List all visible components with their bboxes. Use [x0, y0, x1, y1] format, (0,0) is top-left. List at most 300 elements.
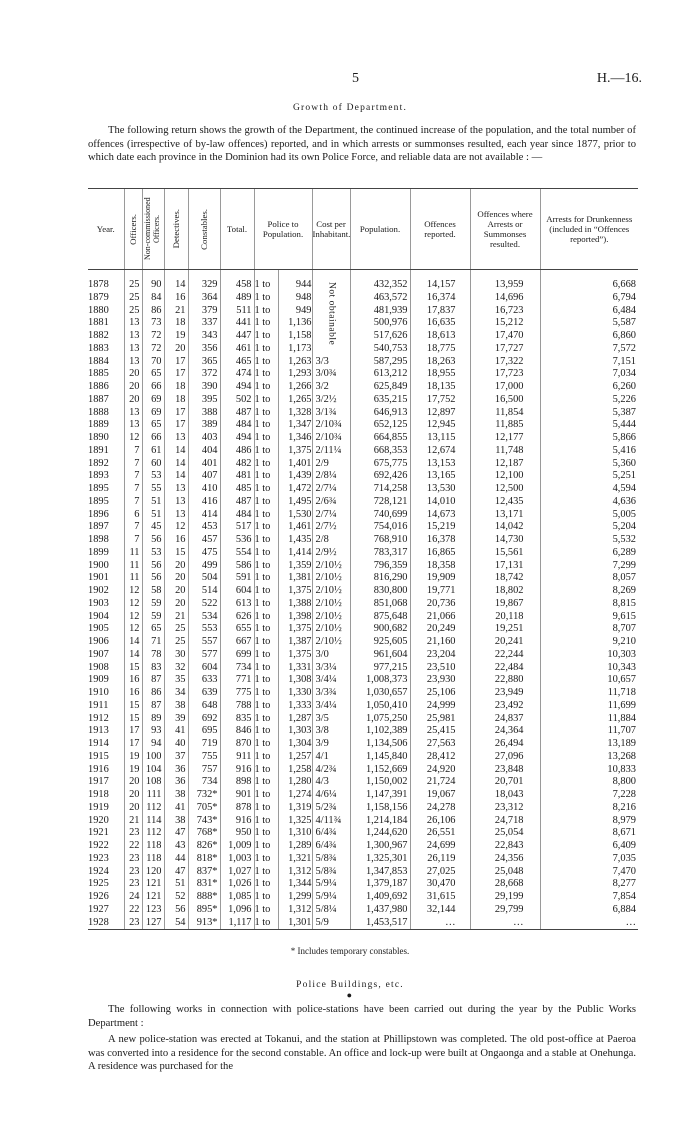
- table-cell: 1 to: [254, 483, 278, 496]
- table-cell: 1,050,410: [350, 700, 410, 713]
- table-cell: 38: [164, 815, 188, 828]
- table-cell: 486: [220, 445, 254, 458]
- table-cell: 6/4¾: [312, 840, 350, 853]
- table-cell: 20: [124, 381, 142, 394]
- table-cell: 465: [220, 356, 254, 369]
- table-cell: 1,312: [278, 904, 312, 917]
- table-cell: 26,106: [410, 815, 470, 828]
- table-cell: 3/2: [312, 381, 350, 394]
- table-cell: 1 to: [254, 521, 278, 534]
- table-cell: 23,312: [470, 802, 540, 815]
- table-cell: 1 to: [254, 534, 278, 547]
- table-cell: 12,500: [470, 483, 540, 496]
- table-cell: 484: [220, 419, 254, 432]
- table-cell: 1 to: [254, 509, 278, 522]
- table-cell: 27,025: [410, 866, 470, 879]
- table-cell: 851,068: [350, 598, 410, 611]
- table-cell: 19,251: [470, 623, 540, 636]
- table-cell: 11,885: [470, 419, 540, 432]
- table-cell: 2/10½: [312, 623, 350, 636]
- table-cell: 6,884: [540, 904, 638, 917]
- table-cell: 13: [124, 419, 142, 432]
- table-cell: 112: [142, 802, 164, 815]
- table-cell: 44: [164, 853, 188, 866]
- table-cell: 4/11¾: [312, 815, 350, 828]
- table-cell: 831*: [188, 878, 220, 891]
- table-cell: 1,435: [278, 534, 312, 547]
- table-cell: 25,106: [410, 687, 470, 700]
- table-cell: 1880: [88, 304, 109, 316]
- table-cell: 388: [188, 407, 220, 420]
- table-cell: 14,730: [470, 534, 540, 547]
- table-cell: 728,121: [350, 496, 410, 509]
- table-cell: 20: [124, 776, 142, 789]
- table-cell: 692,426: [350, 470, 410, 483]
- table-cell: 27,096: [470, 751, 540, 764]
- table-cell: 668,353: [350, 445, 410, 458]
- table-cell: 24,699: [410, 840, 470, 853]
- table-cell: 1,321: [278, 853, 312, 866]
- table-cell: 22,843: [470, 840, 540, 853]
- table-cell: 414: [188, 509, 220, 522]
- table-cell: 5,416: [540, 445, 638, 458]
- table-cell: 950: [220, 827, 254, 840]
- table-cell: 15,219: [410, 521, 470, 534]
- table-row: [88, 878, 638, 891]
- table-cell: 54: [164, 917, 188, 930]
- table-cell: 24,837: [470, 713, 540, 726]
- table-cell: 557: [188, 636, 220, 649]
- table-cell: 24,356: [470, 853, 540, 866]
- table-row: [88, 776, 638, 789]
- table-cell: 7,854: [540, 891, 638, 904]
- table-cell: 35: [164, 674, 188, 687]
- table-cell: 484: [220, 509, 254, 522]
- table-cell: 1 to: [254, 917, 278, 930]
- table-cell: 577: [188, 649, 220, 662]
- table-cell: 25: [164, 636, 188, 649]
- table-cell: 19,771: [410, 585, 470, 598]
- table-cell: 1 to: [254, 764, 278, 777]
- table-cell: 37: [164, 751, 188, 764]
- table-row: [88, 649, 638, 662]
- table-row: [88, 470, 638, 483]
- table-cell: 1 to: [254, 458, 278, 471]
- table-cell: 504: [188, 572, 220, 585]
- table-cell: 14: [164, 445, 188, 458]
- table-cell: 1 to: [254, 419, 278, 432]
- table-cell: 24,718: [470, 815, 540, 828]
- table-cell: 25,981: [410, 713, 470, 726]
- table-cell: 17: [164, 419, 188, 432]
- table-cell: 13: [124, 407, 142, 420]
- table-row: [88, 700, 638, 713]
- table-cell: 45: [142, 521, 164, 534]
- table-cell: 1914: [88, 738, 109, 749]
- table-cell: 19,909: [410, 572, 470, 585]
- table-cell: 1884: [88, 355, 109, 367]
- table-cell: 7,034: [540, 368, 638, 381]
- table-cell: 633: [188, 674, 220, 687]
- table-cell: 22,244: [470, 649, 540, 662]
- table-cell: 1 to: [254, 623, 278, 636]
- table-cell: 898: [220, 776, 254, 789]
- table-row: [88, 343, 638, 356]
- table-footnote: * Includes temporary constables.: [290, 946, 410, 956]
- table-cell: 2/10½: [312, 585, 350, 598]
- table-cell: 11: [124, 560, 142, 573]
- table-cell: 12,674: [410, 445, 470, 458]
- table-cell: 591: [220, 572, 254, 585]
- table-cell: 1890: [88, 432, 109, 443]
- table-cell: 12: [124, 585, 142, 598]
- table-cell: 895*: [188, 904, 220, 917]
- table-cell: 2/10½: [312, 636, 350, 649]
- page-number: 5: [352, 71, 359, 86]
- table-cell: 500,976: [350, 317, 410, 330]
- table-cell: 28,668: [470, 878, 540, 891]
- table-cell: 4/3: [312, 776, 350, 789]
- table-cell: 2/10½: [312, 598, 350, 611]
- table-cell: 6,289: [540, 547, 638, 560]
- table-cell: 83: [142, 662, 164, 675]
- table-cell: 1,026: [220, 878, 254, 891]
- table-row: [88, 547, 638, 560]
- table-cell: 1907: [88, 648, 109, 660]
- table-cell: 15: [124, 700, 142, 713]
- table-cell: 1,287: [278, 713, 312, 726]
- table-cell: 32,144: [410, 904, 470, 917]
- table-cell: 948: [278, 292, 312, 305]
- table-cell: 1,293: [278, 368, 312, 381]
- table-cell: 3/1¾: [312, 407, 350, 420]
- table-cell: 1,214,184: [350, 815, 410, 828]
- table-cell: 20: [124, 789, 142, 802]
- table-cell: 5/9¼: [312, 878, 350, 891]
- table-cell: 5,360: [540, 458, 638, 471]
- table-cell: 1 to: [254, 713, 278, 726]
- table-cell: 534: [188, 611, 220, 624]
- table-cell: 1,347: [278, 419, 312, 432]
- table-cell: 389: [188, 419, 220, 432]
- table-cell: 18,043: [470, 789, 540, 802]
- table-cell: 482: [220, 458, 254, 471]
- table-cell: 1 to: [254, 725, 278, 738]
- table-cell: 1928: [88, 917, 124, 930]
- table-cell: 25: [124, 292, 142, 305]
- table-cell: 1 to: [254, 827, 278, 840]
- table-cell: 1 to: [254, 904, 278, 917]
- table-row: [88, 917, 638, 930]
- table-cell: 7,035: [540, 853, 638, 866]
- table-cell: 25,048: [470, 866, 540, 879]
- table-cell: 1,381: [278, 572, 312, 585]
- table-row: [88, 738, 638, 751]
- table-row: [88, 674, 638, 687]
- table-cell: 13,189: [540, 738, 638, 751]
- table-cell: 78: [142, 649, 164, 662]
- table-cell: 100: [142, 751, 164, 764]
- table-cell: 553: [188, 623, 220, 636]
- table-row: [88, 419, 638, 432]
- table-cell: 65: [142, 419, 164, 432]
- table-cell: 28,412: [410, 751, 470, 764]
- table-row: [88, 496, 638, 509]
- table-cell: 587,295: [350, 356, 410, 369]
- table-cell: 29,199: [470, 891, 540, 904]
- table-cell: 7: [124, 458, 142, 471]
- table-cell: 961,604: [350, 649, 410, 662]
- table-cell: 1,312: [278, 866, 312, 879]
- table-cell: 1,280: [278, 776, 312, 789]
- table-cell: 72: [142, 343, 164, 356]
- table-cell: 16: [124, 687, 142, 700]
- table-cell: 1 to: [254, 751, 278, 764]
- table-cell: 1891: [88, 444, 109, 456]
- table-cell: 8,057: [540, 572, 638, 585]
- table-cell: 17: [124, 738, 142, 751]
- table-cell: 13,959: [470, 270, 540, 292]
- table-row: [88, 270, 638, 292]
- table-cell: 441: [220, 317, 254, 330]
- table-cell: 30,470: [410, 878, 470, 891]
- table-cell: 1,274: [278, 789, 312, 802]
- table-cell: 1921: [88, 827, 109, 839]
- table-cell: 511: [220, 305, 254, 318]
- table-cell: 1,319: [278, 802, 312, 815]
- table-cell: 514: [188, 585, 220, 598]
- table-cell: 16: [164, 534, 188, 547]
- table-row: [88, 827, 638, 840]
- table-cell: 1899: [88, 546, 109, 558]
- col-cost-per-inhabitant: Cost per Inhabitant.: [312, 189, 350, 270]
- table-row: [88, 534, 638, 547]
- table-cell: 646,913: [350, 407, 410, 420]
- table-cell: 1 to: [254, 368, 278, 381]
- table-cell: 481,939: [350, 305, 410, 318]
- document-reference: H.—16.: [596, 71, 642, 86]
- table-cell: 18,358: [410, 560, 470, 573]
- table-cell: 1 to: [254, 343, 278, 356]
- table-cell: 2/9: [312, 458, 350, 471]
- table-cell: 1 to: [254, 585, 278, 598]
- table-cell: 65: [142, 623, 164, 636]
- table-cell: 25: [124, 305, 142, 318]
- table-cell: 18,802: [470, 585, 540, 598]
- table-cell: 1,150,002: [350, 776, 410, 789]
- table-cell: 1 to: [254, 700, 278, 713]
- table-cell: 20: [164, 343, 188, 356]
- table-cell: 1,325: [278, 815, 312, 828]
- table-cell: 36: [164, 764, 188, 777]
- table-cell: 517,626: [350, 330, 410, 343]
- table-cell: 432,352: [350, 270, 410, 292]
- table-cell: 3/3¼: [312, 662, 350, 675]
- table-cell: 944: [278, 270, 312, 292]
- table-cell: 1878: [88, 279, 109, 290]
- buildings-paragraph: A new police-station was erected at Tokanui, and the station at Phillipstown was completed. The old post-office at Paeroa was converted into a residence for the second constable. An office and lock-up were built at Ongaonga and a stable at Onehunga. A residence was purchased for the: [88, 1034, 636, 1073]
- table-cell: 1 to: [254, 815, 278, 828]
- table-cell: 1,346: [278, 432, 312, 445]
- table-cell: 1926: [88, 891, 109, 902]
- table-cell: 1,152,669: [350, 764, 410, 777]
- table-cell: 675,775: [350, 458, 410, 471]
- table-cell: 13: [124, 317, 142, 330]
- table-cell: 7: [124, 470, 142, 483]
- table-cell: 20,736: [410, 598, 470, 611]
- table-row: [88, 458, 638, 471]
- table-cell: 474: [220, 368, 254, 381]
- table-cell: 13: [124, 330, 142, 343]
- table-cell: 337: [188, 317, 220, 330]
- table-cell: 522: [188, 598, 220, 611]
- table-cell: 17,322: [470, 356, 540, 369]
- table-cell: 60: [142, 458, 164, 471]
- table-cell: 667: [220, 636, 254, 649]
- col-total: Total.: [220, 189, 254, 270]
- table-cell: 14,696: [470, 292, 540, 305]
- table-cell: 7,299: [540, 560, 638, 573]
- table-cell: 1 to: [254, 738, 278, 751]
- table-row: [88, 407, 638, 420]
- table-cell: 1908: [88, 661, 109, 673]
- table-cell: 5,587: [540, 317, 638, 330]
- table-cell: 1,344: [278, 878, 312, 891]
- table-cell: 13,530: [410, 483, 470, 496]
- table-cell: 31,615: [410, 891, 470, 904]
- table-cell: 783,317: [350, 547, 410, 560]
- table-cell: 24,999: [410, 700, 470, 713]
- table-cell: 2/7¼: [312, 483, 350, 496]
- table-cell: 25: [164, 623, 188, 636]
- table-cell: 20: [124, 802, 142, 815]
- table-cell: 13: [164, 509, 188, 522]
- table-cell: 1,303: [278, 725, 312, 738]
- table-row: [88, 598, 638, 611]
- table-cell: 1,461: [278, 521, 312, 534]
- table-cell: 21: [164, 305, 188, 318]
- table-cell: 2/10¾: [312, 419, 350, 432]
- table-cell: 7: [124, 521, 142, 534]
- table-header-row: [88, 189, 638, 270]
- table-cell: 1,379,187: [350, 878, 410, 891]
- table-cell: 740,699: [350, 509, 410, 522]
- table-cell: 3/8: [312, 725, 350, 738]
- table-cell: 127: [142, 917, 164, 930]
- table-cell: 1888: [88, 406, 109, 418]
- table-cell: 639: [188, 687, 220, 700]
- table-cell: 714,258: [350, 483, 410, 496]
- table-cell: 734: [188, 776, 220, 789]
- table-cell: 30: [164, 649, 188, 662]
- table-row: [88, 623, 638, 636]
- table-cell: 5,387: [540, 407, 638, 420]
- table-cell: 25: [124, 270, 142, 292]
- table-cell: 5/8¾: [312, 853, 350, 866]
- table-cell: 118: [142, 853, 164, 866]
- table-cell: 1,266: [278, 381, 312, 394]
- table-cell: 22: [124, 904, 142, 917]
- table-cell: 20,118: [470, 611, 540, 624]
- table-cell: 16,374: [410, 292, 470, 305]
- table-cell: 18,613: [410, 330, 470, 343]
- table-cell: 23,510: [410, 662, 470, 675]
- running-header: [0, 71, 700, 87]
- table-cell: 1,300,967: [350, 840, 410, 853]
- table-cell: 835: [220, 713, 254, 726]
- table-cell: 1900: [88, 559, 109, 571]
- table-cell: 1 to: [254, 840, 278, 853]
- table-cell: 8,979: [540, 815, 638, 828]
- table-cell: 1924: [88, 865, 109, 877]
- table-cell: 1 to: [254, 572, 278, 585]
- table-cell: 5,251: [540, 470, 638, 483]
- table-cell: 51: [142, 509, 164, 522]
- table-cell: 2/7½: [312, 521, 350, 534]
- table-cell: 2/8: [312, 534, 350, 547]
- table-cell: 1 to: [254, 305, 278, 318]
- table-row: [88, 483, 638, 496]
- table-cell: 900,682: [350, 623, 410, 636]
- table-cell: 11,707: [540, 725, 638, 738]
- col-detectives: Detectives.: [164, 189, 188, 270]
- table-cell: 4/6¼: [312, 789, 350, 802]
- table-cell: 499: [188, 560, 220, 573]
- table-cell: …: [470, 917, 540, 930]
- table-cell: 1,117: [220, 917, 254, 930]
- table-cell: 1,147,391: [350, 789, 410, 802]
- table-cell: 15: [124, 662, 142, 675]
- table-cell: 1,375: [278, 623, 312, 636]
- table-cell: 38: [164, 789, 188, 802]
- table-cell: 66: [142, 381, 164, 394]
- table-cell: 9,615: [540, 611, 638, 624]
- table-cell: 10,833: [540, 764, 638, 777]
- table-row: [88, 317, 638, 330]
- table-cell: 705*: [188, 802, 220, 815]
- table-cell: 8,277: [540, 878, 638, 891]
- table-cell: 8,800: [540, 776, 638, 789]
- table-cell: 14,042: [470, 521, 540, 534]
- table-cell: 12: [124, 623, 142, 636]
- table-cell: 494: [220, 381, 254, 394]
- table-cell: 1,310: [278, 827, 312, 840]
- table-cell: 10,343: [540, 662, 638, 675]
- table-row: [88, 305, 638, 318]
- table-cell: 1906: [88, 636, 109, 647]
- table-row: [88, 840, 638, 853]
- table-cell: 652,125: [350, 419, 410, 432]
- table-cell: 775: [220, 687, 254, 700]
- table-cell: 1895: [88, 495, 109, 507]
- table-cell: 5,226: [540, 394, 638, 407]
- table-cell: 23: [124, 917, 142, 930]
- table-cell: 18,775: [410, 343, 470, 356]
- table-cell: 13,165: [410, 470, 470, 483]
- table-cell: 1918: [88, 789, 109, 800]
- table-cell: 70: [142, 356, 164, 369]
- table-cell: 1883: [88, 342, 109, 354]
- table-cell: 1,375: [278, 445, 312, 458]
- table-cell: 3/3¾: [312, 687, 350, 700]
- table-cell: 1893: [88, 470, 109, 482]
- table-cell: 112: [142, 827, 164, 840]
- table-cell: 586: [220, 560, 254, 573]
- table-cell: 6,260: [540, 381, 638, 394]
- table-cell: 8,707: [540, 623, 638, 636]
- table-cell: 6,794: [540, 292, 638, 305]
- table-cell: 5/9: [312, 917, 350, 930]
